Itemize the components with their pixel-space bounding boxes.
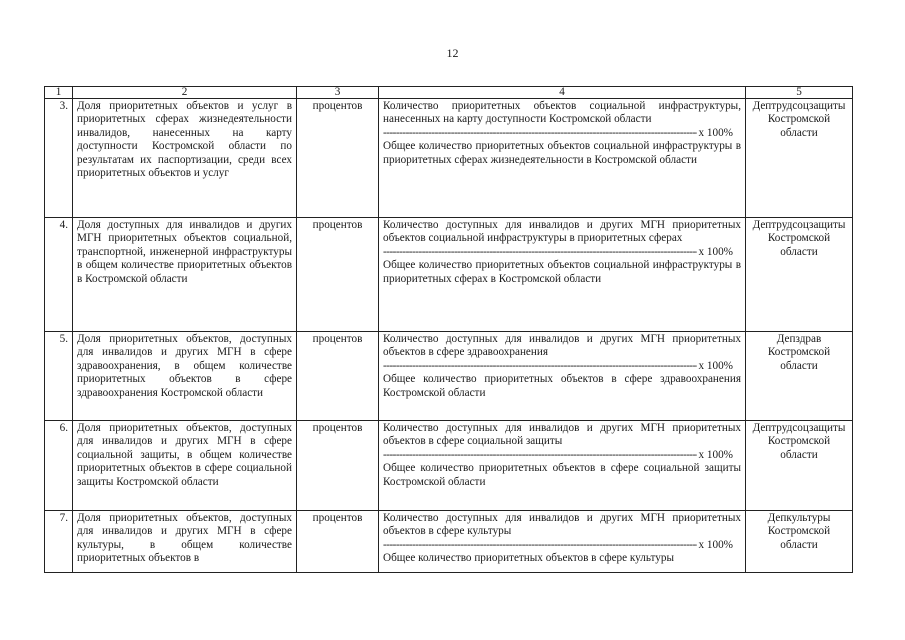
header-cell: 2 <box>73 87 297 99</box>
row-number: 3. <box>45 99 73 218</box>
responsible-agency: Депкультуры Костромской области <box>746 511 853 573</box>
table-row <box>45 421 853 511</box>
indicators-table <box>44 86 853 573</box>
row-number: 6. <box>45 421 73 511</box>
responsible-agency: Депздрав Костромской области <box>746 332 853 421</box>
page-number: 12 <box>446 46 459 60</box>
formula-cell <box>379 99 746 218</box>
fraction-line <box>383 360 741 373</box>
formula-denominator: Общее количество приоритетных объектов в сфере культуры <box>383 552 674 565</box>
table-row <box>45 332 853 421</box>
responsible-agency: Дептрудсоцзащиты Костромской области <box>746 421 853 511</box>
formula-cell <box>379 511 746 573</box>
fraction-line <box>383 449 741 462</box>
formula-numerator: Количество доступных для инвалидов и других МГН приоритетных объектов в сфере здравоохранения <box>383 333 741 359</box>
fraction-line <box>383 539 741 552</box>
formula-denominator: Общее количество приоритетных объектов в сфере здравоохранения Костромской области <box>383 373 741 399</box>
formula-multiplier: x 100% <box>698 448 733 461</box>
formula-denominator: Общее количество приоритетных объектов социальной инфраструктуры в приоритетных сферах жизнедеятельности в Костромской области <box>383 140 741 166</box>
header-cell: 5 <box>746 87 853 99</box>
fraction-dashes <box>383 449 697 462</box>
responsible-agency: Дептрудсоцзащиты Костромской области <box>746 99 853 218</box>
fraction-dashes <box>383 360 697 373</box>
row-number: 4. <box>45 218 73 332</box>
formula-cell <box>379 332 746 421</box>
formula-denominator: Общее количество приоритетных объектов в сфере социальной защиты Костромской области <box>383 462 741 488</box>
formula-numerator: Количество приоритетных объектов социальной инфраструктуры, нанесенных на карту доступности Костромской области <box>383 100 741 126</box>
formula-multiplier: x 100% <box>698 538 733 551</box>
fraction-line <box>383 246 741 259</box>
indicator-name: Доля приоритетных объектов, доступных для инвалидов и других МГН в сфере культуры, в общем количестве приоритетных объектов в <box>73 511 297 573</box>
formula-numerator: Количество доступных для инвалидов и других МГН приоритетных объектов в сфере социальной защиты <box>383 422 741 448</box>
fraction-dashes <box>383 127 697 140</box>
responsible-agency: Дептрудсоцзащиты Костромской области <box>746 218 853 332</box>
fraction-dashes <box>383 246 697 259</box>
unit-of-measure: процентов <box>297 421 379 511</box>
unit-of-measure: процентов <box>297 511 379 573</box>
formula-multiplier: x 100% <box>698 359 733 372</box>
fraction-line <box>383 127 741 140</box>
indicator-name: Доля приоритетных объектов и услуг в приоритетных сферах жизнедеятельности инвалидов, нанесенных на карту доступности Костромской области по результатам их паспортизации, среди всех приоритетных объектов и услуг <box>73 99 297 218</box>
unit-of-measure: процентов <box>297 218 379 332</box>
unit-of-measure: процентов <box>297 332 379 421</box>
row-number: 7. <box>45 511 73 573</box>
formula-multiplier: x 100% <box>698 126 733 139</box>
formula-multiplier: x 100% <box>698 245 733 258</box>
formula-denominator: Общее количество приоритетных объектов социальной инфраструктуры в приоритетных сферах в Костромской области <box>383 259 741 285</box>
indicator-name: Доля приоритетных объектов, доступных для инвалидов и других МГН в сфере социальной защиты, в общем количестве приоритетных объектов в сфере социальной защиты Костромской области <box>73 421 297 511</box>
table-row <box>45 99 853 218</box>
formula-cell <box>379 421 746 511</box>
table-row <box>45 218 853 332</box>
table-row <box>45 511 853 573</box>
formula-cell <box>379 218 746 332</box>
header-cell: 1 <box>45 87 73 99</box>
fraction-dashes <box>383 539 697 552</box>
formula-numerator: Количество доступных для инвалидов и других МГН приоритетных объектов в сфере культуры <box>383 512 741 538</box>
table-header-row <box>45 87 853 99</box>
unit-of-measure: процентов <box>297 99 379 218</box>
indicator-name: Доля доступных для инвалидов и других МГН приоритетных объектов социальной, транспортной, инженерной инфраструктуры в общем количестве приоритетных объектов в Костромской области <box>73 218 297 332</box>
header-cell: 4 <box>379 87 746 99</box>
formula-numerator: Количество доступных для инвалидов и других МГН приоритетных объектов социальной инфраструктуры в приоритетных сферах <box>383 219 741 245</box>
header-cell: 3 <box>297 87 379 99</box>
row-number: 5. <box>45 332 73 421</box>
indicator-name: Доля приоритетных объектов, доступных для инвалидов и других МГН в сфере здравоохранения, в общем количестве приоритетных объектов в сфере здравоохранения Костромской области <box>73 332 297 421</box>
